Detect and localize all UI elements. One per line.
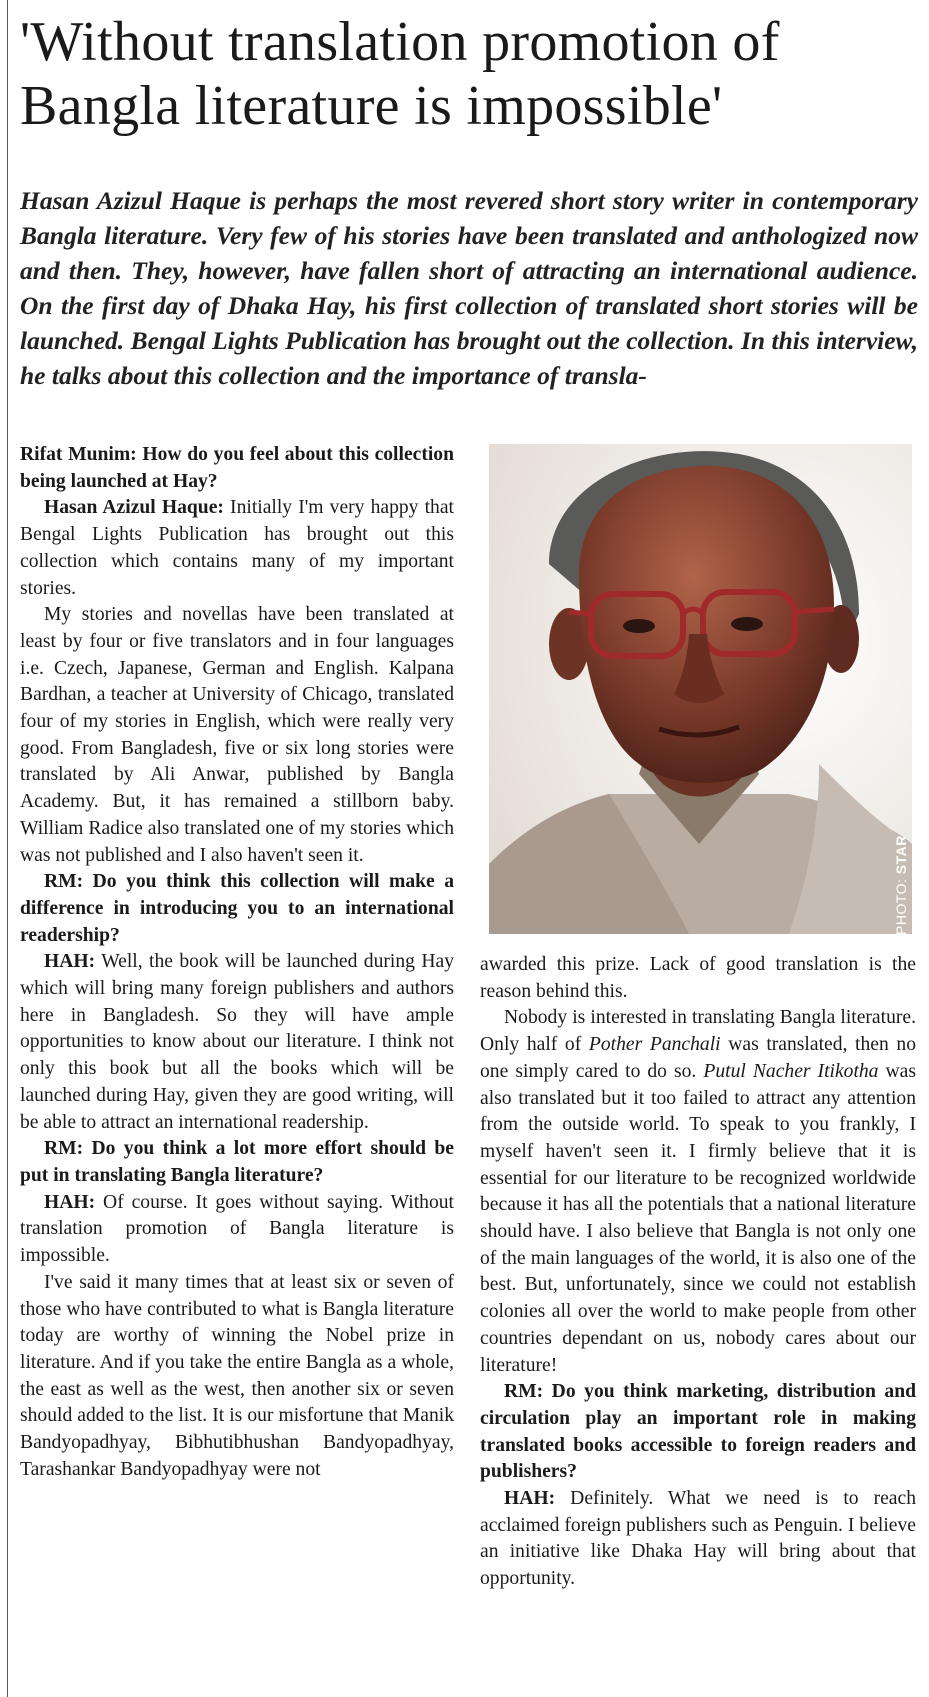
text-run: was translated, then no one simply cared to do so.: [480, 1034, 916, 1082]
paragraph-translations: [480, 1005, 916, 1379]
answer-2: [20, 949, 454, 1136]
text-run: was also translated but it too failed to attract any attention from the outside world. To speak to you frankly, I myself haven't seen it. I firmly believe that it is essential for our literature to be recognized worldwide because it has all the potentials that a national literature should have. I also believe that Bangla is not only one of the main languages of the world, it is also one of the best. But, unfortunately, since we could not establish colonies all over the world to make people from other countries dependant on us, nobody cares about our literature!: [480, 1060, 916, 1376]
photo-credit-name: STAR: [893, 835, 909, 875]
author-photo: [489, 444, 912, 934]
text-run: Nobody is interested in translating Bangla literature. Only half of: [480, 1007, 916, 1056]
photo-credit-prefix: PHOTO:: [893, 878, 909, 935]
paragraph-2: My stories and novellas have been translated at least by four or five translators and in four languages i.e. Czech, Japanese, German and English. Kalpana Bardhan, a teacher at University of Chicago, translated four of my stories in English, which were really very good. From Bangladesh, five or six long stories were translated by Ali Anwar, published by Bangla Academy. But, it has remained a stillborn baby. William Radice also translated one of my stories which was not published and I also haven't seen it.: [20, 604, 454, 866]
speaker-label: HAH:: [44, 951, 96, 973]
answer-text: Of course. It goes without saying. Without translation promotion of Bangla literature is impossible.: [20, 1191, 454, 1267]
paragraph-6: I've said it many times that at least six or seven of those who have contributed to what is Bangla literature today are worthy of winning the Nobel prize in literature. And if you take the entire Bangla as a whole, the east as well as the west, then another six or seven should added to the list. It is our misfortune that Manik Bandyopadhyay, Bibhutibhushan Bandyopadhyay, Tarashankar Bandyopadhyay were not: [20, 1271, 454, 1480]
speaker-label: HAH:: [44, 1191, 96, 1213]
question-4: RM: Do you think marketing, distribution and circulation play an important role in making translated books accessible to foreign readers and publishers?: [480, 1381, 916, 1483]
answer-text: Definitely. What we need is to reach acclaimed foreign publishers such as Penguin. I believe an initiative like Dhaka Hay will bring about that opportunity.: [480, 1488, 916, 1590]
question-1: Rifat Munim: How do you feel about this collection being launched at Hay?: [20, 444, 454, 492]
question-3: RM: Do you think a lot more effort should be put in translating Bangla literature?: [20, 1138, 454, 1186]
portrait-illustration: [489, 444, 912, 934]
question-2: RM: Do you think this collection will make a difference in introducing you to an international readership?: [20, 871, 454, 946]
answer-text: Well, the book will be launched during Hay which will bring many foreign publishers and authors here in Bangladesh. So they will have ample opportunities to know about our literature. I think not only this book but all the books which will be launched during Hay, given they are good writing, will be able to attract an international readership.: [20, 951, 454, 1133]
speaker-label: Hasan Azizul Haque:: [44, 497, 224, 519]
answer-3: [20, 1190, 454, 1270]
article-column-right: [480, 952, 916, 1593]
book-title: Putul Nacher Itikotha: [703, 1060, 879, 1082]
speaker-label: HAH:: [504, 1488, 556, 1510]
answer-1: [20, 495, 454, 602]
article-column-left: [20, 442, 454, 1483]
answer-4: [480, 1486, 916, 1593]
paragraph-continued: awarded this prize. Lack of good translation is the reason behind this.: [480, 954, 916, 1002]
book-title: Pother Panchali: [588, 1034, 721, 1056]
column-rule: [7, 0, 8, 1697]
standfirst: Hasan Azizul Haque is perhaps the most revered short story writer in contemporary Bangla literature. Very few of his stories have been translated and anthologized now and then. They, however, have fallen short of attracting an international audience. On the first day of Dhaka Hay, his first collection of translated short stories will be launched. Bengal Lights Publication has brought out the collection. In this interview, he talks about this collection and the importance of transla-: [20, 186, 918, 390]
headline: 'Without translation promotion of Bangla literature is impossible': [20, 11, 780, 137]
photo-credit: [893, 835, 909, 935]
answer-text: Initially I'm very happy that Bengal Lights Publication has brought out this collection which contains many of my important stories.: [20, 497, 454, 599]
